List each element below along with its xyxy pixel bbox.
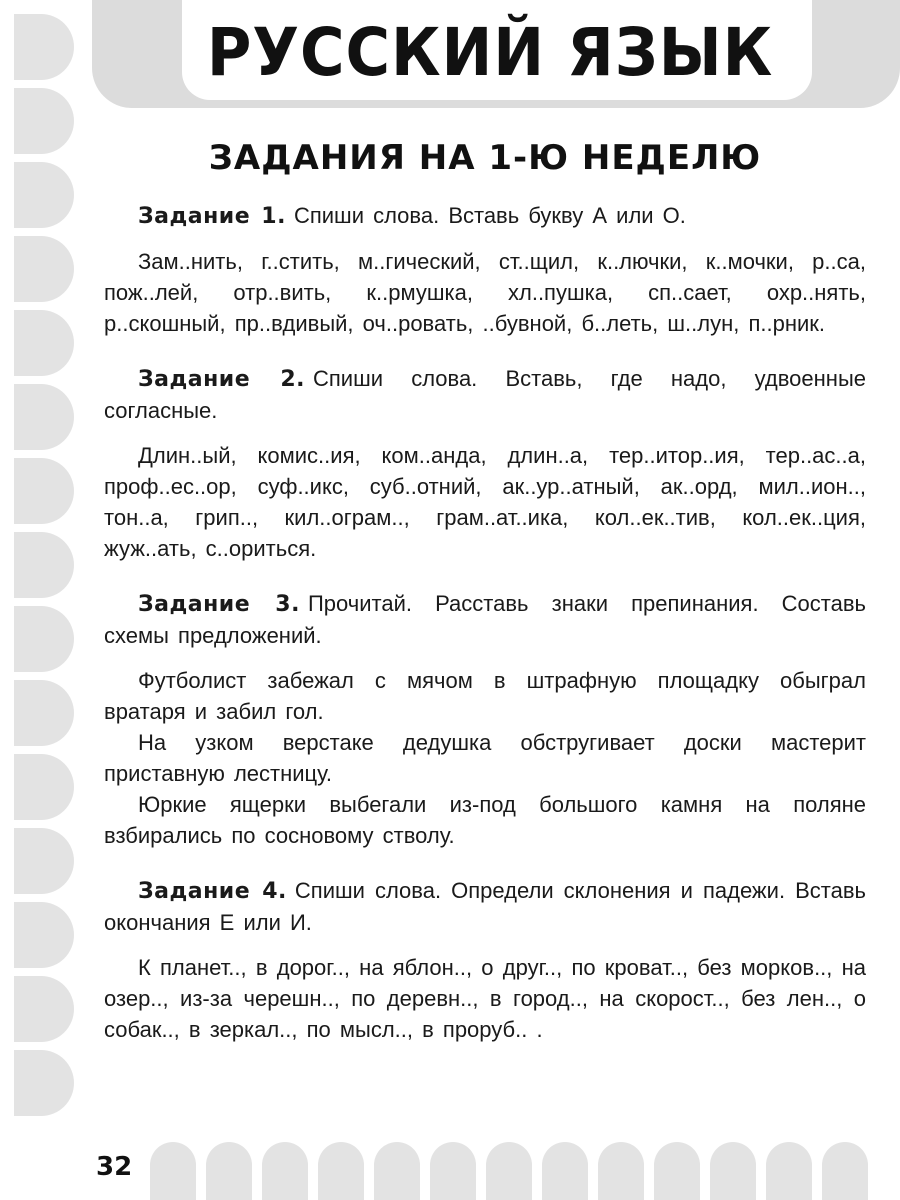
page-number: 32 bbox=[96, 1152, 133, 1182]
page-title: РУССКИЙ ЯЗЫК bbox=[206, 14, 774, 91]
task-2 bbox=[104, 363, 866, 564]
task-3 bbox=[104, 588, 866, 851]
tasks-content bbox=[104, 200, 866, 1069]
left-decorative-tabs bbox=[0, 0, 86, 1200]
decor-tab bbox=[150, 1142, 196, 1200]
decor-tab bbox=[654, 1142, 700, 1200]
decor-tab bbox=[14, 606, 74, 672]
bottom-decorative-tabs bbox=[150, 1130, 900, 1200]
decor-tab bbox=[14, 236, 74, 302]
decor-tab bbox=[14, 14, 74, 80]
task-heading bbox=[104, 588, 866, 651]
decor-tab bbox=[318, 1142, 364, 1200]
decor-tab bbox=[262, 1142, 308, 1200]
task-paragraph: Зам..нить, г..стить, м..гический, ст..щил, к..лючки, к..мочки, р..са, пож..лей, отр..вить, к..рмушка, хл..пушка, сп..сает, охр..нять, р..скошный, пр..вдивый, оч..ровать, ..бувной, б..леть, ш..лун, п..рник. bbox=[104, 249, 866, 336]
task-heading bbox=[104, 200, 866, 232]
decor-tab bbox=[14, 162, 74, 228]
task-paragraph: На узком верстаке дедушка обстругивает доски мастерит приставную лестницу. bbox=[104, 730, 866, 786]
task-body bbox=[104, 440, 866, 564]
decor-tab bbox=[14, 902, 74, 968]
decor-tab bbox=[14, 532, 74, 598]
task-instruction: Спиши слова. Вставь букву А или О. bbox=[293, 203, 686, 228]
task-body bbox=[104, 952, 866, 1045]
task-1 bbox=[104, 200, 866, 339]
decor-tab bbox=[14, 88, 74, 154]
task-paragraph: К планет.., в дорог.., на яблон.., о друг.., по кроват.., без морков.., на озер.., из-за черешн.., по деревн.., в город.., на скорост.., без лен.., о собак.., в зеркал.., по мысл.., в проруб.. . bbox=[104, 955, 866, 1042]
decor-tab bbox=[430, 1142, 476, 1200]
task-heading bbox=[104, 875, 866, 938]
decor-tab bbox=[14, 828, 74, 894]
decor-tab bbox=[14, 976, 74, 1042]
decor-tab bbox=[14, 754, 74, 820]
decor-tab bbox=[766, 1142, 812, 1200]
decor-tab bbox=[542, 1142, 588, 1200]
task-body bbox=[104, 665, 866, 851]
decor-tab bbox=[374, 1142, 420, 1200]
task-4 bbox=[104, 875, 866, 1045]
task-paragraph: Юркие ящерки выбегали из-под большого камня на поляне взбирались по сосновому стволу. bbox=[104, 792, 866, 848]
decor-tab bbox=[14, 1050, 74, 1116]
decor-tab bbox=[14, 384, 74, 450]
decor-tab bbox=[14, 458, 74, 524]
decor-tab bbox=[822, 1142, 868, 1200]
task-instruction: Спиши слова. Определи склонения и падежи. Вставь окончания Е или И. bbox=[104, 878, 866, 935]
decor-tab bbox=[206, 1142, 252, 1200]
task-label: Задание 1. bbox=[138, 204, 286, 229]
task-label: Задание 4. bbox=[138, 879, 287, 904]
task-label: Задание 3. bbox=[138, 592, 300, 617]
task-paragraph: Длин..ый, комис..ия, ком..анда, длин..а, тер..итор..ия, тер..ас..а, проф..ес..ор, суф..икс, суб..отний, ак..ур..атный, ак..орд, мил..ион.., тон..а, грип.., кил..ограм.., грам..ат..ика, кол..ек..тив, кол..ек..ция, жуж..ать, с..ориться. bbox=[104, 443, 866, 561]
decor-tab bbox=[486, 1142, 532, 1200]
decor-tab bbox=[598, 1142, 644, 1200]
week-title: ЗАДАНИЯ НА 1-Ю НЕДЕЛЮ bbox=[208, 138, 762, 178]
decor-tab bbox=[14, 310, 74, 376]
task-body bbox=[104, 246, 866, 339]
decor-tab bbox=[710, 1142, 756, 1200]
task-instruction: Спиши слова. Вставь, где надо, удвоенные согласные. bbox=[104, 366, 866, 423]
task-label: Задание 2. bbox=[138, 367, 305, 392]
task-paragraph: Футболист забежал с мячом в штрафную площадку обыграл вратаря и забил гол. bbox=[104, 668, 866, 724]
task-heading bbox=[104, 363, 866, 426]
task-instruction: Прочитай. Расставь знаки препинания. Составь схемы предложений. bbox=[104, 591, 867, 648]
decor-tab bbox=[14, 680, 74, 746]
